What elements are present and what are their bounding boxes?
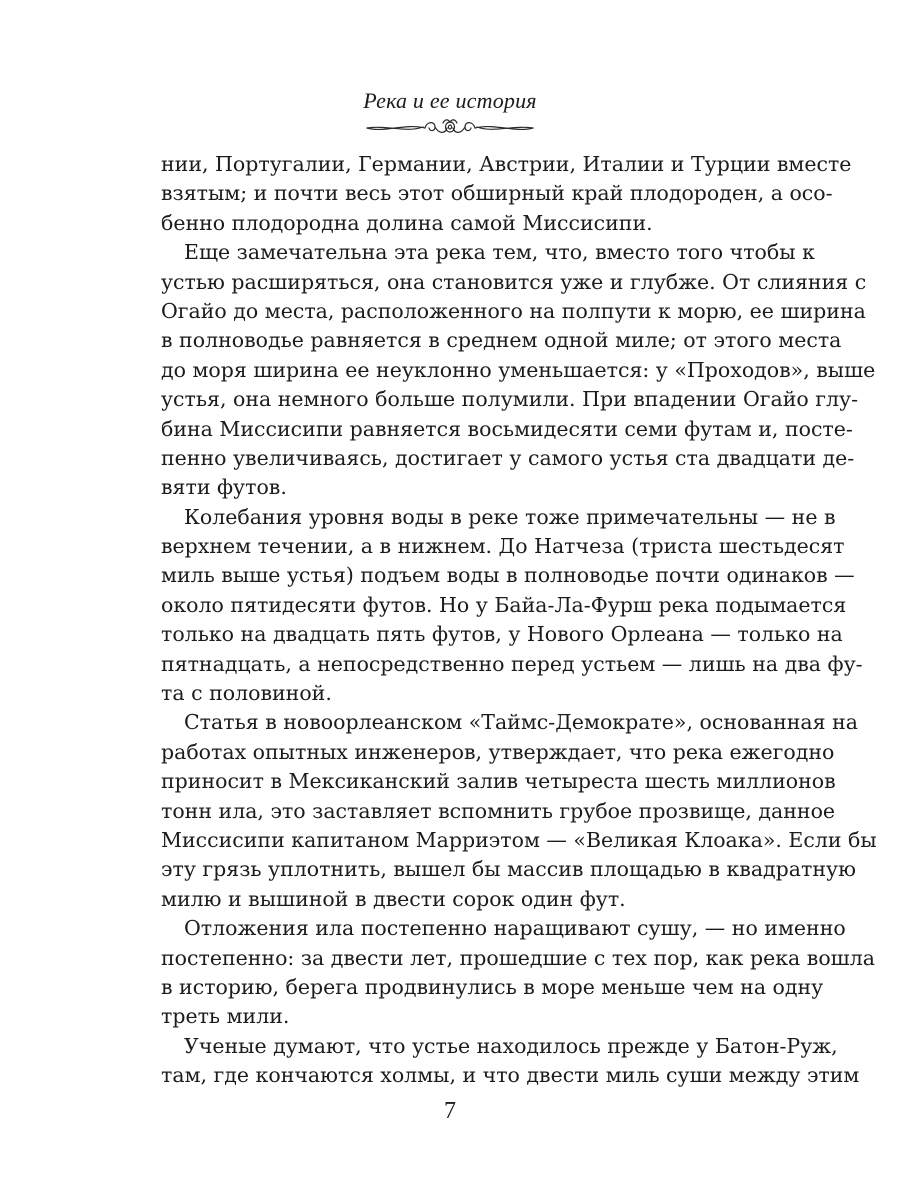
text-line: около пятидесяти футов. Но у Байа-Ла-Фурш река подымается — [161, 592, 847, 617]
body-text — [161, 150, 877, 1091]
text-line: Миссисипи капитаном Марриэтом — «Великая Клоака». Если бы — [161, 827, 877, 852]
text-line: только на двадцать пять футов, у Нового Орлеана — только на — [161, 622, 843, 647]
paragraph — [161, 238, 876, 503]
text-line: вяти футов. — [161, 475, 287, 500]
text-line: треть мили. — [161, 1004, 290, 1029]
text-line: Ученые думают, что устье находилось прежде у Батон-Руж, — [184, 1033, 838, 1058]
text-line: пенно увеличиваясь, достигает у самого устья ста двадцати де- — [161, 445, 855, 470]
page-number: 7 — [444, 1098, 456, 1124]
text-line: постепенно: за двести лет, прошедшие с тех пор, как река вошла — [161, 945, 875, 970]
text-line: та с половиной. — [161, 681, 332, 706]
text-line: устью расширяться, она становится уже и глубже. От слияния с — [161, 269, 867, 294]
text-line: в полноводье равняется в среднем одной миле; от этого места — [161, 328, 842, 353]
text-line: в историю, берега продвинулись в море меньше чем на одну — [161, 974, 824, 999]
text-line: Статья в новоорлеанском «Таймс-Демократе», основанная на — [184, 710, 858, 735]
text-line: Огайо до места, расположенного на полпути к морю, ее ширина — [161, 298, 866, 323]
running-title: Река и ее история — [363, 88, 537, 113]
paragraph — [161, 914, 875, 1032]
text-line: верхнем течении, а в нижнем. До Натчеза (триста шестьдесят — [161, 534, 845, 559]
text-line: нии, Португалии, Германии, Австрии, Италии и Турции вместе — [161, 152, 852, 176]
text-line: тонн ила, это заставляет вспомнить грубое прозвище, данное — [161, 798, 836, 823]
paragraph — [161, 1032, 860, 1091]
text-line: приносит в Мексиканский залив четыреста шесть миллионов — [161, 769, 836, 794]
text-line: пятнадцать, а непосредственно перед устьем — лишь на два фу- — [161, 651, 863, 676]
text-line: бина Миссисипи равняется восьмидесяти семи футам и, посте- — [161, 416, 853, 441]
text-line: Отложения ила постепенно наращивают сушу, — но именно — [184, 916, 846, 941]
paragraph — [161, 503, 863, 709]
text-line: бенно плодородна долина самой Миссисипи. — [161, 210, 653, 235]
text-line: Колебания уровня воды в реке тоже примечательны — не в — [184, 504, 836, 529]
text-line: Еще замечательна эта река тем, что, вместо того чтобы к — [184, 240, 815, 265]
text-line: устья, она немного больше полумили. При впадении Огайо глу- — [161, 387, 858, 412]
text-line: эту грязь уплотнить, вышел бы массив площадью в квадратную — [161, 857, 856, 882]
text-line: миль выше устья) подъем воды в полноводье почти одинаков — — [161, 563, 855, 588]
paragraph — [161, 150, 852, 238]
text-line: работах опытных инженеров, утверждает, что река ежегодно — [161, 739, 835, 764]
paragraph — [161, 708, 877, 914]
flourish-ornament-icon — [365, 115, 535, 141]
text-line: милю и вышиной в двести сорок один фут. — [161, 886, 626, 911]
text-line: взятым; и почти весь этот обширный край плодороден, а осо- — [161, 181, 833, 206]
text-line: там, где кончаются холмы, и что двести миль суши между этим — [161, 1063, 860, 1088]
text-line: до моря ширина ее неуклонно уменьшается: у «Проходов», выше — [161, 357, 876, 382]
